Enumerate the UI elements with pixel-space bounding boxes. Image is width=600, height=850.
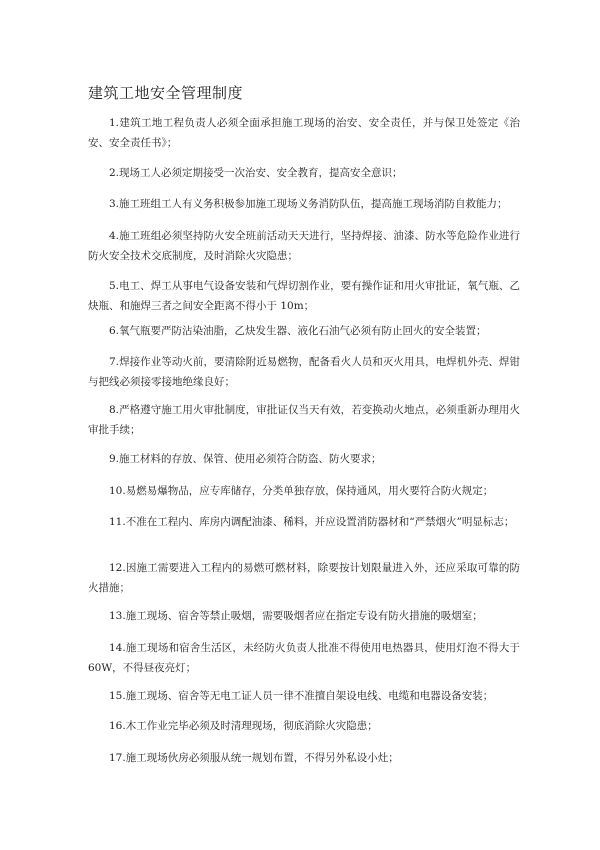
rule-item: 14.施工现场和宿舍生活区，未经防火负责人批准不得使用电热器具，使用灯泡不得大于 60W，不得昼夜亮灯； [88,642,520,674]
rule-item: 17.施工现场伙房必须服从统一规划布置，不得另外私设小灶； [109,752,399,764]
rule-item: 5.电工、焊工从事电气设备安装和气焊切割作业，要有操作证和用火审批证，氧气瓶、乙炔瓶、和施焊三者之间安全距离不得小于 10m； [88,280,520,312]
page-title: 建筑工地安全管理制度 [88,84,244,102]
rule-item: 8.严格遵守施工用火审批制度，审批证仅当天有效，若变换动火地点，必须重新办理用火审批手续； [88,404,520,436]
rule-item: 7.焊接作业等动火前，要清除附近易燃物，配备看火人员和灭火用具，电焊机外壳、焊钳与把线必须接零接地绝缘良好； [88,356,520,388]
rule-item: 1.建筑工地工程负责人必须全面承担施工现场的治安、安全责任，并与保卫处签定《治安、安全责任书》； [88,117,520,149]
rule-item: 2.现场工人必须定期接受一次治安、安全教育，提高安全意识； [109,167,403,179]
rule-item: 4.施工班组必须坚持防火安全班前活动天天进行，坚持焊接、油漆、防水等危险作业进行防火安全技术交底制度，及时消除火灾隐患； [88,230,520,262]
rule-item: 16.木工作业完毕必须及时清理现场，彻底消除火灾隐患； [109,720,378,732]
rule-item: 15.施工现场、宿舍等无电工证人员一律不准擅自架设电线、电缆和电器设备安装； [109,690,494,702]
rule-item: 12.因施工需要进入工程内的易燃可燃材料，除要按计划限量进入外，还应采取可靠的防火措施； [88,562,520,594]
rule-item: 13.施工现场、宿舍等禁止吸烟，需要吸烟者应在指定专设有防火措施的吸烟室； [109,610,483,622]
rule-item: 10.易燃易爆物品，应专库储存，分类单独存放，保持通风，用火要符合防火规定； [109,485,494,497]
rule-item: 3.施工班组工人有义务积极参加施工现场义务消防队伍，提高施工现场消防自救能力； [109,198,508,210]
rule-item: 11.不准在工程内、库房内调配油漆、稀料，并应设置消防器材和“严禁烟火”明显标志； [109,516,515,528]
rule-item: 6.氧气瓶要严防沾染油脂，乙炔发生器、液化石油气必须有防止回火的安全装置； [109,325,487,337]
rule-item: 9.施工材料的存放、保管、使用必须符合防盗、防火要求； [109,453,382,465]
